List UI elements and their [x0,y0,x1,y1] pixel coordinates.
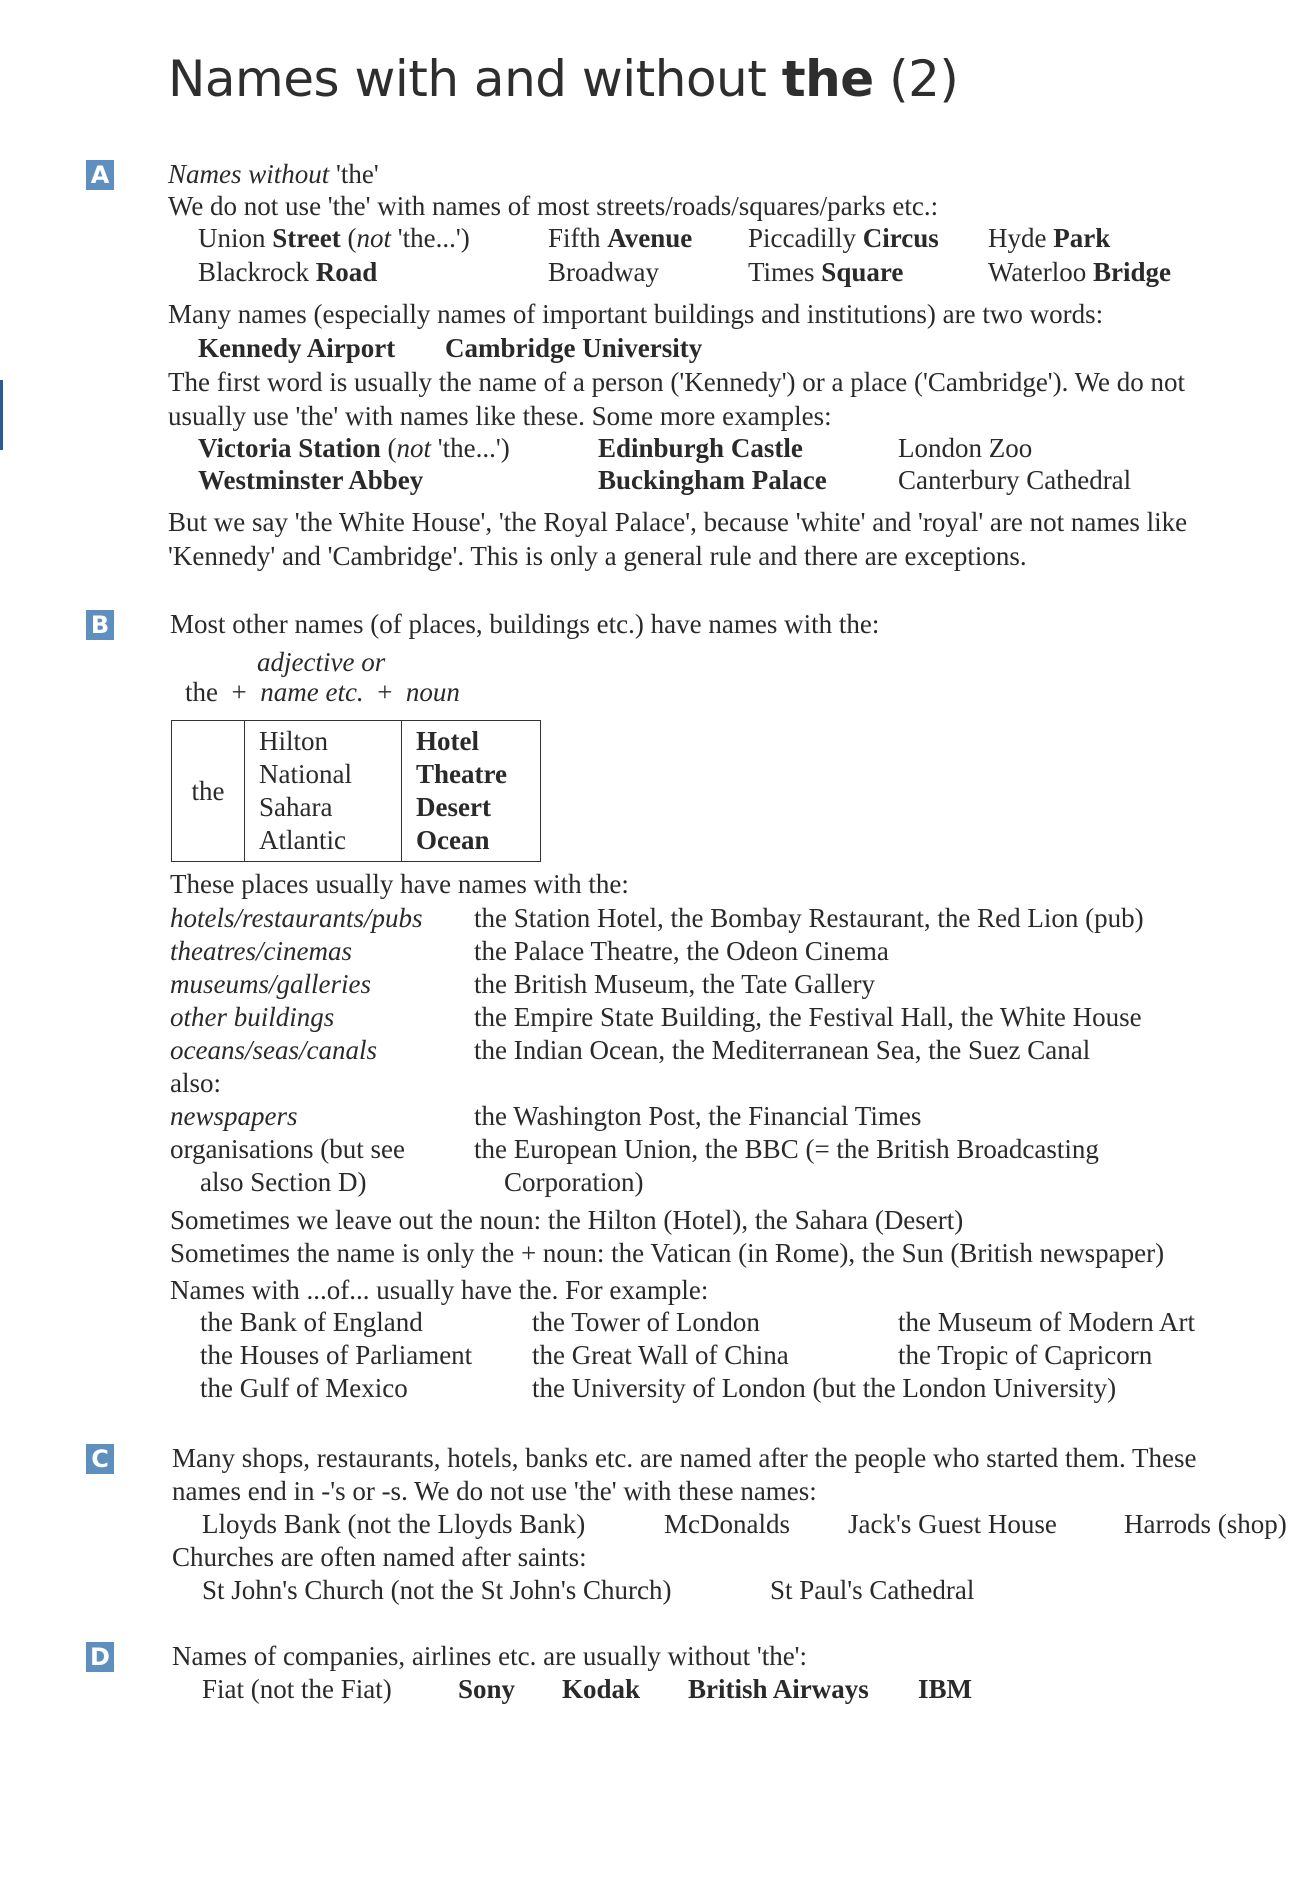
category-label: oceans/seas/canals [170,1035,377,1065]
section-b-line4: Sometimes the name is only the + noun: the Vatican (in Rome), the Sun (British newspaper) [170,1238,1165,1268]
list-item: Cambridge University [445,333,703,363]
list-item: the Great Wall of China [532,1340,789,1370]
also-section-note: also Section D) [200,1167,367,1197]
category-label: museums/galleries [170,969,371,999]
list-item: Piccadilly Circus [748,223,939,253]
list-item: British Airways [688,1674,869,1704]
section-d-badge: D [86,1642,114,1672]
section-a-line1: We do not use 'the' with names of most streets/roads/squares/parks etc.: [168,191,939,221]
section-b-line5: Names with ...of... usually have the. For example: [170,1275,709,1305]
list-item: the Gulf of Mexico [200,1373,408,1403]
category-examples: the Indian Ocean, the Mediterranean Sea, the Suez Canal [474,1035,1091,1065]
section-a-badge: A [86,160,114,190]
section-b-line1: Most other names (of places, buildings etc.) have names with the: [170,609,880,639]
section-d-line1: Names of companies, airlines etc. are usually without 'the': [172,1641,808,1671]
list-item: Edinburgh Castle [598,433,803,463]
section-a-heading: Names without 'the' [168,159,379,189]
list-item: Canterbury Cathedral [898,465,1132,495]
list-item: Broadway [548,257,659,287]
section-a-line5: But we say 'the White House', 'the Royal Palace', because 'white' and 'royal' are not names like [168,507,1188,537]
example-table [171,720,541,862]
section-b-line3: Sometimes we leave out the noun: the Hilton (Hotel), the Sahara (Desert) [170,1205,964,1235]
list-item: Harrods (shop) [1124,1509,1287,1539]
corporation-text: Corporation) [504,1167,644,1197]
table-cell: Desert [402,791,541,824]
table-cell: Hilton [245,721,402,759]
list-item: the University of London (but the London University) [532,1373,1117,1403]
page-edge-mark [0,380,3,450]
category-examples: the Station Hotel, the Bombay Restaurant, the Red Lion (pub) [474,903,1144,933]
page-title: Names with and without the (2) [168,50,959,108]
section-c-badge: C [86,1444,114,1474]
section-a-line6: 'Kennedy' and 'Cambridge'. This is only a general rule and there are exceptions. [168,541,1027,571]
table-the-cell: the [172,721,245,862]
list-item: Buckingham Palace [598,465,827,495]
list-item: Blackrock Road [198,257,378,287]
list-item: Jack's Guest House [848,1509,1057,1539]
section-b-line2: These places usually have names with the: [170,869,629,899]
list-item: McDonalds [664,1509,790,1539]
category-label: newspapers [170,1101,298,1131]
category-examples: the Empire State Building, the Festival Hall, the White House [474,1002,1142,1032]
category-label: hotels/restaurants/pubs [170,903,423,933]
list-item: Fiat (not the Fiat) [202,1674,392,1704]
section-c-line1: Many shops, restaurants, hotels, banks etc. are named after the people who started them. These [172,1443,1197,1473]
section-a-line2: Many names (especially names of important buildings and institutions) are two words: [168,299,1104,329]
formula-line: the + name etc. + noun [185,677,460,707]
category-examples: the Palace Theatre, the Odeon Cinema [474,936,889,966]
list-item: the Museum of Modern Art [898,1307,1195,1337]
category-examples: the Washington Post, the Financial Times [474,1101,922,1131]
list-item: Lloyds Bank (not the Lloyds Bank) [202,1509,586,1539]
table-cell: Theatre [402,758,541,791]
also-label: also: [170,1068,221,1098]
table-cell: Ocean [402,824,541,862]
list-item: the Houses of Parliament [200,1340,473,1370]
list-item: Westminster Abbey [198,465,424,495]
list-item: Sony [458,1674,516,1704]
section-c-line2: names end in -'s or -s. We do not use 'the' with these names: [172,1476,817,1506]
list-item: Hyde Park [988,223,1111,253]
list-item: Fifth Avenue [548,223,693,253]
list-item: Victoria Station (not 'the...') [198,433,510,463]
list-item: Union Street (not 'the...') [198,223,470,253]
category-examples: the British Museum, the Tate Gallery [474,969,876,999]
list-item: St John's Church (not the St John's Church) [202,1575,672,1605]
section-b-badge: B [86,610,114,640]
table-cell: Hotel [402,721,541,759]
section-a-line4: usually use 'the' with names like these. Some more examples: [168,401,832,431]
list-item: Kennedy Airport [198,333,396,363]
category-examples: the European Union, the BBC (= the British Broadcasting [474,1134,1099,1164]
section-c-line3: Churches are often named after saints: [172,1542,587,1572]
list-item: Times Square [748,257,904,287]
category-label: organisations (but see [170,1134,405,1164]
list-item: Waterloo Bridge [988,257,1172,287]
table-cell: Atlantic [245,824,402,862]
table-cell: Sahara [245,791,402,824]
streets-row-1 [198,222,470,255]
list-item: St Paul's Cathedral [770,1575,975,1605]
category-label: other buildings [170,1002,335,1032]
category-label: theatres/cinemas [170,936,352,966]
section-a-line3: The first word is usually the name of a person ('Kennedy') or a place ('Cambridge'). We do not [168,367,1185,397]
formula-top: adjective or [257,647,386,677]
table-cell: National [245,758,402,791]
list-item: the Bank of England [200,1307,423,1337]
list-item: the Tower of London [532,1307,760,1337]
list-item: Kodak [562,1674,641,1704]
list-item: the Tropic of Capricorn [898,1340,1153,1370]
list-item: IBM [918,1674,972,1704]
list-item: London Zoo [898,433,1033,463]
